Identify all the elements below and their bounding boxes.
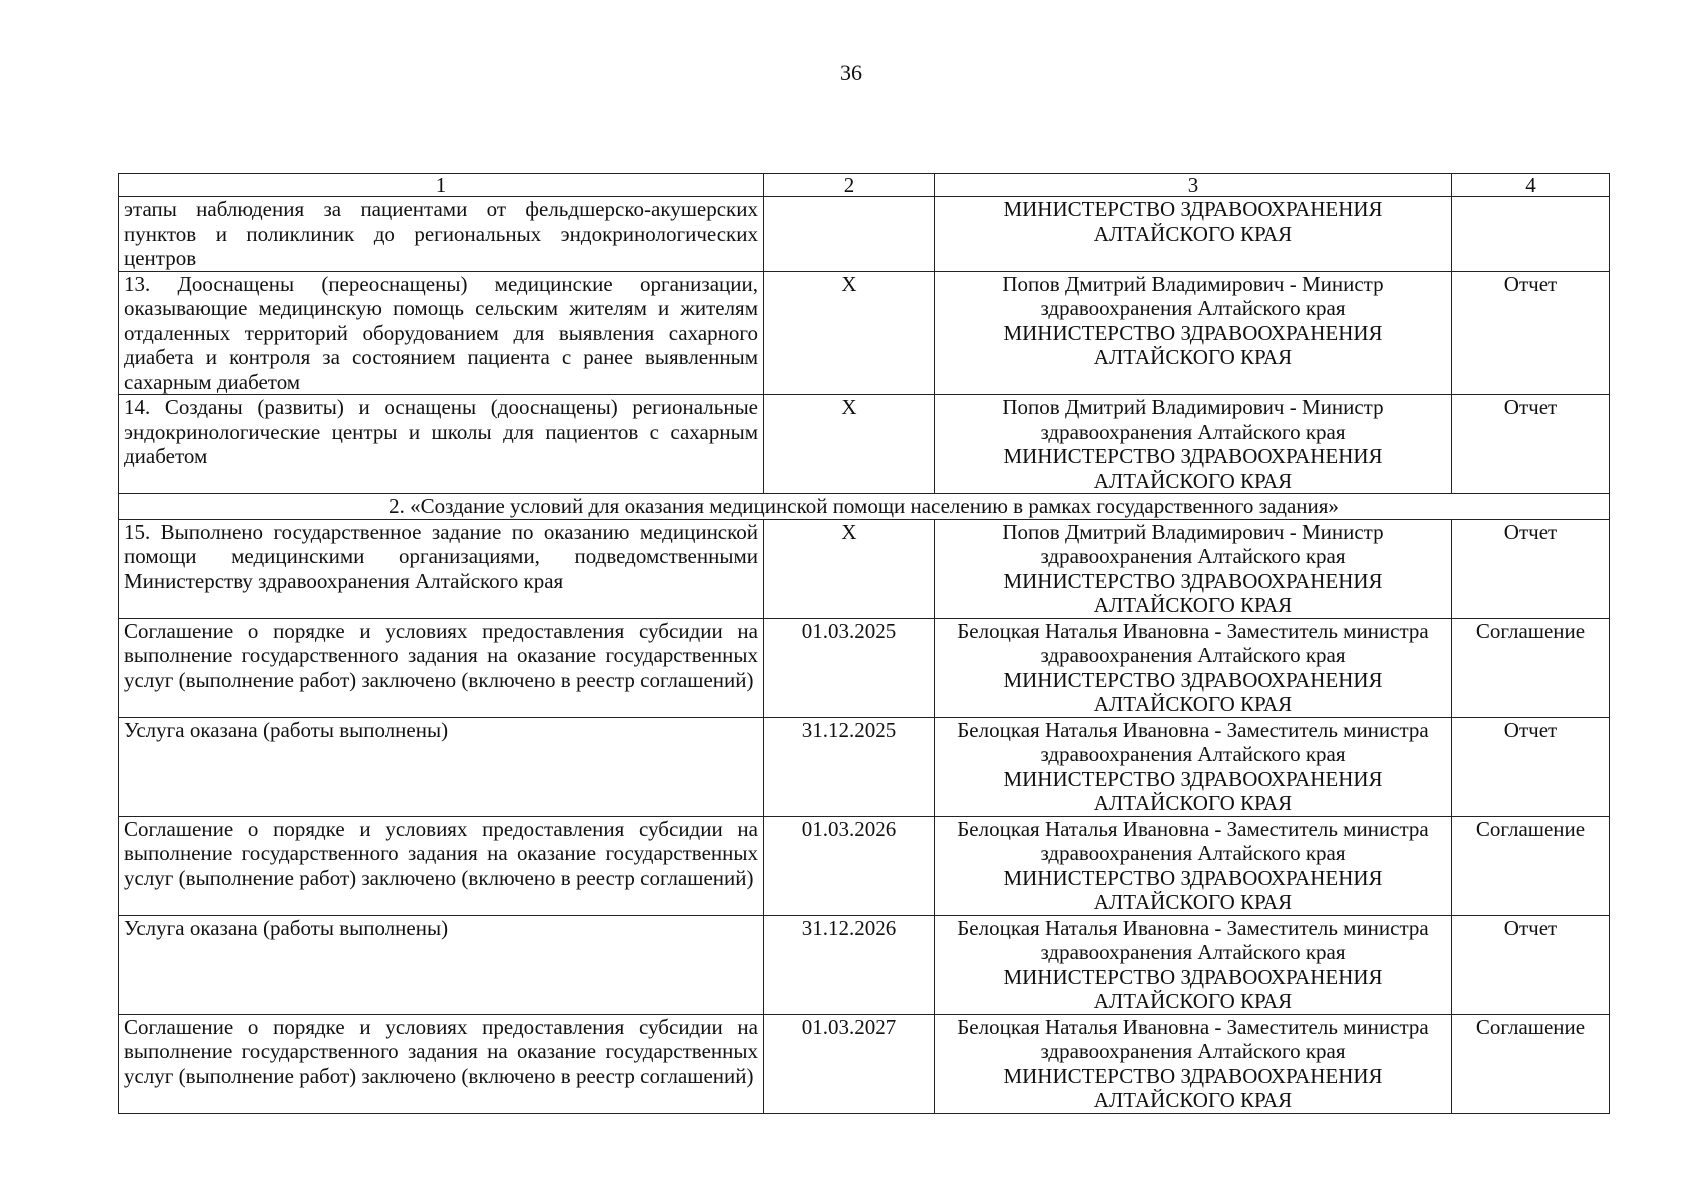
- responsible-organization: МИНИСТЕРСТВО ЗДРАВООХРАНЕНИЯ АЛТАЙСКОГО КРАЯ: [1003, 568, 1383, 617]
- result-description: Соглашение о порядке и условиях предоставления субсидии на выполнение государственного задания на оказание государственных услуг (выполнение работ) заключено (включено в реестр соглашений): [119, 618, 764, 717]
- header-col-1: 1: [119, 174, 764, 197]
- result-description: 13. Дооснащены (переоснащены) медицинские организации, оказывающие медицинскую помощь сельским жителям и жителям отдаленных территорий оборудованием для выявления сахарного диабета и контроля за состоянием пациента с ранее выявленным сахарным диабетом: [119, 271, 764, 395]
- table-row: [119, 519, 1610, 618]
- section-title: 2. «Создание условий для оказания медицинской помощи населению в рамках государственного задания»: [119, 494, 1610, 520]
- responsible-person: Белоцкая Наталья Ивановна - Заместитель министра здравоохранения Алтайского края: [957, 618, 1429, 667]
- responsible: [935, 717, 1452, 816]
- results-table: [118, 173, 1610, 1114]
- table-row: [119, 816, 1610, 915]
- document-type: [1452, 197, 1610, 272]
- responsible-organization: МИНИСТЕРСТВО ЗДРАВООХРАНЕНИЯ АЛТАЙСКОГО КРАЯ: [1003, 667, 1383, 716]
- responsible-person: Белоцкая Наталья Ивановна - Заместитель министра здравоохранения Алтайского края: [957, 717, 1429, 766]
- responsible: [935, 915, 1452, 1014]
- due-date: 31.12.2026: [764, 915, 935, 1014]
- result-description: Соглашение о порядке и условиях предоставления субсидии на выполнение государственного задания на оказание государственных услуг (выполнение работ) заключено (включено в реестр соглашений): [119, 816, 764, 915]
- document-type: Отчет: [1452, 915, 1610, 1014]
- responsible: [935, 1014, 1452, 1113]
- responsible: [935, 395, 1452, 494]
- table-row: [119, 1014, 1610, 1113]
- responsible-organization: МИНИСТЕРСТВО ЗДРАВООХРАНЕНИЯ АЛТАЙСКОГО КРАЯ: [1003, 320, 1383, 369]
- result-description: 15. Выполнено государственное задание по оказанию медицинской помощи медицинскими организациями, подведомственными Министерству здравоохранения Алтайского края: [119, 519, 764, 618]
- section-row: [119, 494, 1610, 520]
- due-date: 01.03.2027: [764, 1014, 935, 1113]
- document-type: Соглашение: [1452, 618, 1610, 717]
- table-row: [119, 915, 1610, 1014]
- result-description: Соглашение о порядке и условиях предоставления субсидии на выполнение государственного задания на оказание государственных услуг (выполнение работ) заключено (включено в реестр соглашений): [119, 1014, 764, 1113]
- responsible: [935, 519, 1452, 618]
- due-date: X: [764, 271, 935, 395]
- result-description: этапы наблюдения за пациентами от фельдшерско-акушерских пунктов и поликлиник до региональных эндокринологических центров: [119, 197, 764, 272]
- responsible-person: Попов Дмитрий Владимирович - Министр здравоохранения Алтайского края: [1002, 395, 1384, 444]
- responsible-person: Белоцкая Наталья Ивановна - Заместитель министра здравоохранения Алтайского края: [957, 816, 1429, 865]
- table-row: [119, 395, 1610, 494]
- responsible-person: Попов Дмитрий Владимирович - Министр здравоохранения Алтайского края: [1002, 519, 1384, 568]
- responsible-person: Попов Дмитрий Владимирович - Министр здравоохранения Алтайского края: [1002, 271, 1384, 320]
- page-number: 36: [840, 60, 862, 85]
- document-type: Отчет: [1452, 717, 1610, 816]
- responsible: [935, 271, 1452, 395]
- document-type: Отчет: [1452, 395, 1610, 494]
- table-row: [119, 717, 1610, 816]
- responsible: [935, 197, 1452, 272]
- responsible-organization: МИНИСТЕРСТВО ЗДРАВООХРАНЕНИЯ АЛТАЙСКОГО КРАЯ: [1003, 766, 1383, 815]
- responsible: [935, 618, 1452, 717]
- document-type: Отчет: [1452, 519, 1610, 618]
- responsible-person: Белоцкая Наталья Ивановна - Заместитель министра здравоохранения Алтайского края: [957, 915, 1429, 964]
- responsible: [935, 816, 1452, 915]
- table-header-row: [119, 174, 1610, 197]
- responsible-organization: МИНИСТЕРСТВО ЗДРАВООХРАНЕНИЯ АЛТАЙСКОГО КРАЯ: [1003, 444, 1383, 493]
- document-type: Соглашение: [1452, 816, 1610, 915]
- responsible-person: Белоцкая Наталья Ивановна - Заместитель министра здравоохранения Алтайского края: [957, 1014, 1429, 1063]
- document-type: Отчет: [1452, 271, 1610, 395]
- responsible-organization: МИНИСТЕРСТВО ЗДРАВООХРАНЕНИЯ АЛТАЙСКОГО КРАЯ: [1003, 865, 1383, 914]
- result-description: Услуга оказана (работы выполнены): [119, 717, 764, 816]
- result-description: 14. Созданы (развиты) и оснащены (дооснащены) региональные эндокринологические центры и школы для пациентов с сахарным диабетом: [119, 395, 764, 494]
- due-date: X: [764, 395, 935, 494]
- due-date: X: [764, 519, 935, 618]
- table-row: [119, 197, 1610, 272]
- due-date: [764, 197, 935, 272]
- header-col-4: 4: [1452, 174, 1610, 197]
- result-description: Услуга оказана (работы выполнены): [119, 915, 764, 1014]
- table-row: [119, 271, 1610, 395]
- responsible-organization: МИНИСТЕРСТВО ЗДРАВООХРАНЕНИЯ АЛТАЙСКОГО КРАЯ: [1003, 964, 1383, 1013]
- due-date: 01.03.2025: [764, 618, 935, 717]
- document-type: Соглашение: [1452, 1014, 1610, 1113]
- table-row: [119, 618, 1610, 717]
- header-col-2: 2: [764, 174, 935, 197]
- header-col-3: 3: [935, 174, 1452, 197]
- responsible-organization: МИНИСТЕРСТВО ЗДРАВООХРАНЕНИЯ АЛТАЙСКОГО КРАЯ: [1003, 1063, 1383, 1112]
- due-date: 31.12.2025: [764, 717, 935, 816]
- responsible-organization: МИНИСТЕРСТВО ЗДРАВООХРАНЕНИЯ АЛТАЙСКОГО КРАЯ: [1003, 197, 1383, 246]
- due-date: 01.03.2026: [764, 816, 935, 915]
